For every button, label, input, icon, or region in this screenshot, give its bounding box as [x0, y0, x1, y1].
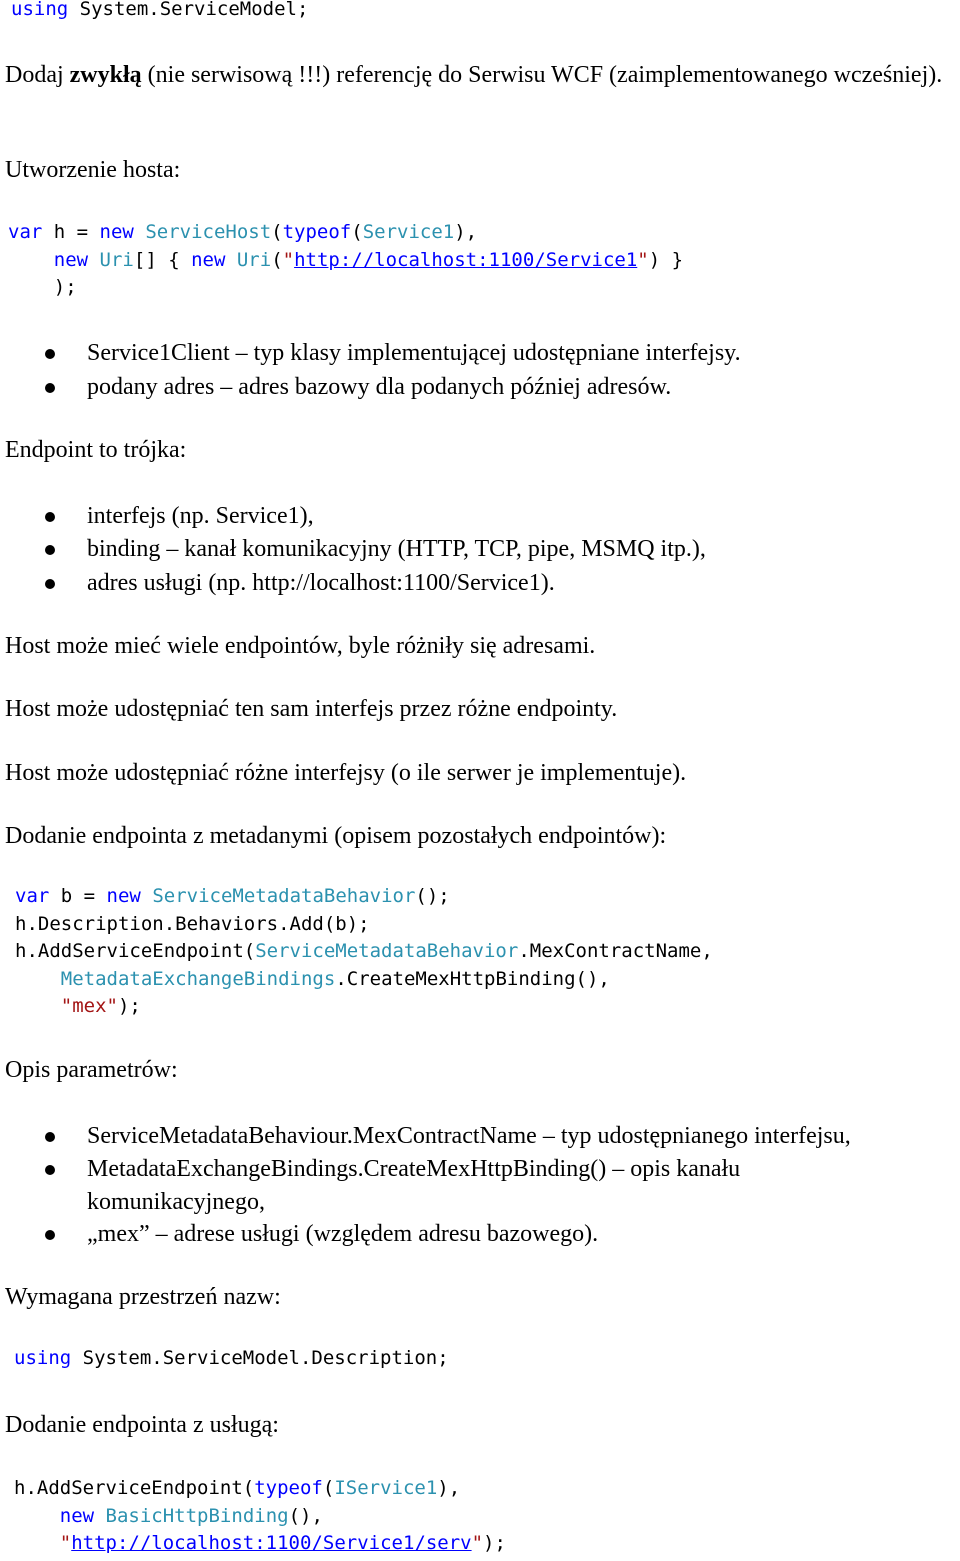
code-line [8, 219, 683, 247]
code-keyword: var [8, 221, 43, 243]
code-text: .CreateMexHttpBinding(), [335, 967, 610, 990]
code-text: ( [271, 248, 283, 271]
code-keyword: new [53, 248, 89, 271]
code-using-servicemodel [11, 0, 308, 24]
code-text: [] { [133, 248, 192, 271]
code-type: Uri [236, 248, 272, 271]
code-text: ), [454, 221, 478, 243]
code-text: h = [42, 221, 100, 243]
code-text [14, 1505, 60, 1527]
bullet-icon [45, 383, 55, 393]
code-line [8, 247, 683, 275]
paragraph-endpoint-triple: Endpoint to trójka: [5, 437, 187, 463]
code-string: " [471, 1532, 484, 1554]
bullet-icon [45, 1230, 55, 1240]
bullet-icon [45, 512, 55, 522]
paragraph-host-many-endpoints: Host może mieć wiele endpointów, byle różniły się adresami. [5, 633, 596, 659]
bullet-icon [45, 1132, 55, 1142]
code-line [15, 938, 713, 966]
code-keyword: new [99, 221, 134, 243]
code-string: " [637, 248, 649, 271]
code-type: Uri [99, 248, 134, 271]
code-using-description [14, 1345, 449, 1373]
code-string: "mex" [60, 995, 118, 1017]
code-text: h.AddServiceEndpoint( [14, 1477, 255, 1499]
code-line [15, 883, 713, 911]
code-keyword: new [191, 248, 226, 271]
code-keyword: using [14, 1347, 72, 1369]
code-line [8, 274, 683, 302]
code-text [141, 885, 152, 907]
code-url-link[interactable]: http://localhost:1100/Service1 [294, 248, 638, 271]
code-block-service-endpoint [14, 1475, 506, 1558]
bullet-icon [45, 579, 55, 589]
code-keyword: using [11, 0, 69, 20]
code-type: MetadataExchangeBindings [60, 967, 336, 990]
paragraph-add-reference [5, 59, 955, 92]
code-string: " [59, 1532, 72, 1554]
code-text [94, 1505, 105, 1527]
code-line [15, 911, 713, 939]
list-item: Service1Client – typ klasy implementującej udostępniane interfejsy. [87, 340, 741, 366]
code-text: (), [288, 1504, 323, 1527]
code-text [8, 249, 54, 271]
code-text: System.ServiceModel; [68, 0, 309, 20]
paragraph-add-service-endpoint: Dodanie endpointa z usługą: [5, 1412, 279, 1438]
bullet-icon [45, 1165, 55, 1175]
bullet-icon [45, 349, 55, 359]
code-text: ), [437, 1477, 461, 1499]
code-text: ( [322, 1477, 335, 1499]
code-block-metadata [15, 883, 713, 1021]
code-type: ServiceMetadataBehavior [152, 885, 416, 907]
code-text: ( [271, 221, 283, 243]
code-text: ); [483, 1532, 506, 1554]
bold-text: zwykłą [69, 62, 142, 88]
code-text: h.AddServiceEndpoint( [15, 940, 256, 962]
text: Dodaj [5, 62, 70, 88]
code-keyword: var [15, 885, 50, 907]
code-text: ) } [648, 248, 684, 271]
paragraph-params: Opis parametrów: [5, 1057, 178, 1083]
code-text [88, 249, 99, 271]
paragraph-add-metadata-endpoint: Dodanie endpointa z metadanymi (opisem pozostałych endpointów): [5, 823, 667, 849]
list-item: „mex” – adrese usługi (względem adresu bazowego). [87, 1221, 599, 1247]
code-keyword: new [106, 885, 141, 907]
code-line [14, 1475, 506, 1503]
code-text: (); [415, 885, 450, 907]
code-keyword: typeof [282, 221, 352, 243]
code-string: " [282, 248, 295, 271]
code-type: ServiceMetadataBehavior [255, 940, 519, 962]
bullet-icon [45, 545, 55, 555]
code-text [15, 995, 61, 1017]
paragraph-namespace: Wymagana przestrzeń nazw: [5, 1284, 281, 1310]
list-item: MetadataExchangeBindings.CreateMexHttpBinding() – opis kanału komunikacyjnego, [87, 1156, 741, 1215]
code-text: ( [351, 221, 363, 243]
code-text: b = [49, 885, 107, 907]
code-text: .MexContractName, [518, 940, 713, 962]
code-type: BasicHttpBinding [105, 1504, 289, 1527]
code-text [134, 221, 145, 243]
list-item: ServiceMetadataBehaviour.MexContractName – typ udostępnianego interfejsu, [87, 1123, 851, 1149]
code-line [15, 993, 713, 1021]
text: (nie serwisową !!!) referencję do Serwisu WCF (zaimplementowanego wcześniej). [141, 62, 943, 88]
code-type: Service1 [362, 221, 455, 243]
paragraph-create-host: Utworzenie hosta: [5, 157, 181, 183]
list-item: interfejs (np. Service1), [87, 503, 314, 529]
code-line [15, 966, 713, 994]
code-text: ); [117, 995, 141, 1017]
paragraph-host-same-interface: Host może udostępniać ten sam interfejs przez różne endpointy. [5, 696, 618, 722]
paragraph-host-different-interfaces: Host może udostępniać różne interfejsy (o ile serwer je implementuje). [5, 760, 687, 786]
code-type: IService1 [334, 1477, 438, 1499]
list-item: adres usługi (np. http://localhost:1100/Service1). [87, 570, 555, 596]
code-keyword: new [59, 1504, 95, 1527]
code-text [225, 249, 236, 271]
code-line [14, 1530, 506, 1558]
code-type: ServiceHost [145, 221, 272, 243]
code-text: h.Description.Behaviors.Add(b); [15, 912, 370, 935]
code-text [15, 968, 61, 990]
code-text: ); [8, 276, 77, 298]
list-item: binding – kanał komunikacyjny (HTTP, TCP, pipe, MSMQ itp.), [87, 536, 706, 562]
code-line [14, 1503, 506, 1531]
code-text [14, 1532, 60, 1554]
code-text: System.ServiceModel.Description; [71, 1347, 449, 1369]
list-item: podany adres – adres bazowy dla podanych później adresów. [87, 374, 672, 400]
code-url-link[interactable]: http://localhost:1100/Service1/serv [71, 1532, 472, 1554]
code-keyword: typeof [254, 1477, 323, 1499]
code-block-host [8, 219, 683, 302]
